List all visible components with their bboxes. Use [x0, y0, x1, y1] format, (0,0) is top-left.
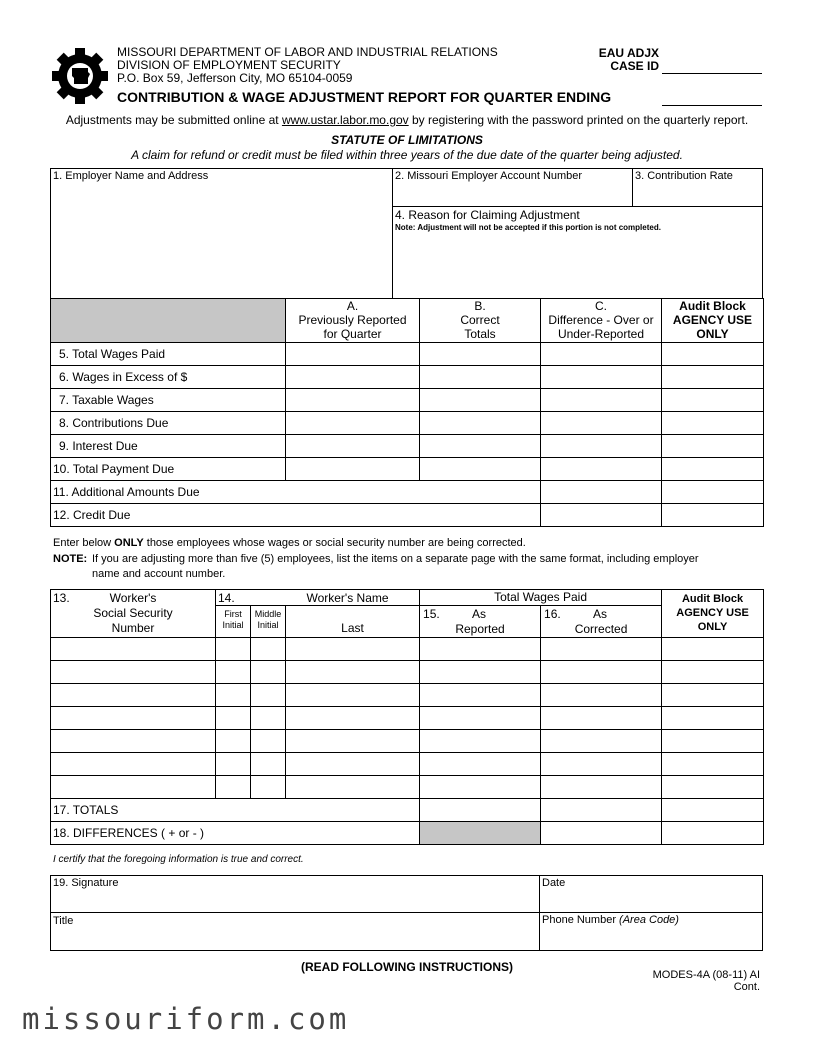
last-name-cell[interactable]: [286, 730, 420, 753]
division-name: DIVISION OF EMPLOYMENT SECURITY: [117, 58, 341, 72]
col-c-line1: Difference - Over or: [548, 313, 654, 327]
as-reported-line1: As: [472, 607, 487, 621]
title-label: Title: [53, 915, 74, 927]
as-reported-line2: Reported: [455, 622, 505, 636]
audit-cell: [662, 684, 764, 707]
row-label: 5. Total Wages Paid: [51, 343, 286, 366]
cell-input[interactable]: [286, 366, 420, 389]
signature-label: 19. Signature: [53, 877, 119, 889]
field-16-number: 16.: [544, 607, 561, 621]
phone-hint: (Area Code): [619, 914, 679, 926]
account-number-field[interactable]: [394, 183, 631, 205]
cell-input[interactable]: [286, 389, 420, 412]
col-c-letter: C.: [595, 299, 607, 313]
as-reported-cell[interactable]: [420, 753, 541, 776]
table-row: [51, 343, 764, 366]
ssn-cell[interactable]: [51, 707, 216, 730]
ssn-cell[interactable]: [51, 776, 216, 799]
as-corrected-line1: As: [593, 607, 608, 621]
as-corrected-header: [541, 606, 661, 637]
middle-initial-cell[interactable]: [251, 730, 286, 753]
as-reported-cell[interactable]: [420, 638, 541, 661]
first-initial-cell[interactable]: [216, 661, 251, 684]
date-label: Date: [542, 877, 566, 889]
row-label: 12. Credit Due: [51, 504, 541, 527]
field-13-number: 13.: [53, 591, 70, 605]
row-label: 6. Wages in Excess of $: [51, 366, 286, 389]
signature-field[interactable]: [51, 889, 538, 911]
last-name-cell[interactable]: [286, 638, 420, 661]
as-reported-header: [420, 606, 541, 637]
cell-input[interactable]: [541, 435, 662, 458]
audit-cell: [662, 638, 764, 661]
middle-initial-cell[interactable]: [251, 661, 286, 684]
intro-text-pre: Adjustments may be submitted online at: [65, 113, 282, 127]
phone-field[interactable]: [541, 927, 762, 950]
audit-cell: [662, 822, 764, 845]
audit-block-header: [662, 590, 764, 638]
as-corrected-cell[interactable]: [541, 776, 662, 799]
middle-initial-cell[interactable]: [251, 684, 286, 707]
table-row: [51, 730, 764, 753]
cell-input[interactable]: [541, 412, 662, 435]
case-id-label: CASE ID: [610, 59, 659, 73]
intro-text-post: by registering with the password printed on the quarterly report.: [408, 113, 749, 127]
cell-input[interactable]: [541, 389, 662, 412]
audit-line2: AGENCY USE: [676, 607, 749, 619]
col-b-letter: B.: [474, 299, 486, 313]
cell-input[interactable]: [420, 412, 541, 435]
table-row: [51, 753, 764, 776]
first-initial-cell[interactable]: [216, 730, 251, 753]
cell-input[interactable]: [541, 343, 662, 366]
cell-input[interactable]: [541, 481, 662, 504]
last-name-cell[interactable]: [286, 707, 420, 730]
row-label: 10. Total Payment Due: [51, 458, 286, 481]
divider: [392, 168, 393, 299]
worker-table: [50, 589, 764, 845]
cell-input[interactable]: [420, 389, 541, 412]
reason-label: 4. Reason for Claiming Adjustment: [395, 208, 580, 222]
totals-reported-cell[interactable]: [420, 799, 541, 822]
reason-note: Note: Adjustment will not be accepted if this portion is not completed.: [395, 223, 661, 232]
total-wages-title: Total Wages Paid: [420, 590, 661, 606]
totals-label: 17. TOTALS: [51, 799, 420, 822]
cell-input[interactable]: [286, 435, 420, 458]
cell-input[interactable]: [420, 343, 541, 366]
continued-label: Cont.: [733, 981, 760, 993]
eau-code: EAU ADJX: [598, 46, 659, 60]
as-corrected-cell[interactable]: [541, 661, 662, 684]
first-initial-cell[interactable]: [216, 684, 251, 707]
form-title: CONTRIBUTION & WAGE ADJUSTMENT REPORT FOR QUARTER ENDING: [117, 89, 612, 105]
certify-text: I certify that the foregoing information is true and correct.: [53, 854, 304, 865]
differences-label: 18. DIFFERENCES ( + or - ): [51, 822, 420, 845]
audit-cell: [662, 366, 764, 389]
statute-text: A claim for refund or credit must be filed within three years of the due date of the quarter being adjusted.: [131, 148, 683, 162]
ssn-cell[interactable]: [51, 661, 216, 684]
enter-only: ONLY: [114, 537, 144, 549]
middle-initial-cell[interactable]: [251, 638, 286, 661]
totals-corrected-cell[interactable]: [541, 799, 662, 822]
first-line2: Initial: [222, 620, 244, 630]
audit-cell: [662, 343, 764, 366]
as-corrected-cell[interactable]: [541, 730, 662, 753]
row-label: 8. Contributions Due: [51, 412, 286, 435]
last-name-cell[interactable]: [286, 684, 420, 707]
worker-name-header: [216, 590, 420, 638]
as-reported-cell[interactable]: [420, 661, 541, 684]
cell-input[interactable]: [286, 412, 420, 435]
as-corrected-line2: Corrected: [574, 622, 628, 636]
enter-instruction: [53, 537, 526, 549]
as-corrected-cell[interactable]: [541, 707, 662, 730]
quarter-ending-field[interactable]: [662, 105, 762, 106]
middle-initial-cell[interactable]: [251, 776, 286, 799]
cell-input[interactable]: [286, 458, 420, 481]
middle-line1: Middle: [254, 609, 282, 619]
middle-initial-cell[interactable]: [251, 753, 286, 776]
dept-address: P.O. Box 59, Jefferson City, MO 65104-0059: [117, 71, 353, 85]
contribution-rate-label: 3. Contribution Rate: [635, 170, 733, 182]
form-id: MODES-4A (08-11) AI: [652, 969, 760, 981]
audit-line3: ONLY: [697, 621, 728, 633]
as-reported-cell[interactable]: [420, 707, 541, 730]
ssn-cell[interactable]: [51, 753, 216, 776]
table-row: [51, 661, 764, 684]
audit-line1: Audit Block: [681, 593, 744, 605]
note-text-line1: If you are adjusting more than five (5) employees, list the items on a separate page with the same format, including employer: [92, 553, 699, 565]
row-label: 9. Interest Due: [51, 435, 286, 458]
ustar-link[interactable]: www.ustar.labor.mo.gov: [281, 113, 409, 127]
audit-line2: AGENCY USE: [672, 313, 753, 327]
field-14-number: 14.: [218, 591, 235, 605]
table-row: [51, 707, 764, 730]
table-row: [51, 435, 764, 458]
divider: [392, 206, 763, 207]
audit-cell: [662, 730, 764, 753]
audit-cell: [662, 753, 764, 776]
ssn-cell[interactable]: [51, 684, 216, 707]
middle-initial-header: [251, 606, 286, 637]
audit-cell: [662, 504, 764, 527]
phone-label: [542, 914, 679, 926]
shaded-cell: [420, 822, 541, 845]
reason-field[interactable]: [394, 235, 762, 297]
audit-block-header: [662, 299, 764, 343]
divider: [539, 875, 540, 951]
last-name-cell[interactable]: [286, 661, 420, 684]
table-row: [51, 481, 764, 504]
statute-title: STATUTE OF LIMITATIONS: [331, 133, 483, 147]
audit-line1: Audit Block: [679, 299, 746, 313]
table-row: [51, 366, 764, 389]
col-a-letter: A.: [346, 299, 359, 313]
ssn-header-line2: Social Security: [93, 606, 173, 620]
divider: [632, 168, 633, 206]
as-corrected-cell[interactable]: [541, 684, 662, 707]
as-reported-cell[interactable]: [420, 684, 541, 707]
col-c-header: [541, 299, 662, 343]
table-row: [51, 389, 764, 412]
audit-cell: [662, 776, 764, 799]
employer-name-label: 1. Employer Name and Address: [53, 170, 209, 182]
contribution-rate-field[interactable]: [634, 183, 762, 205]
note-text-line2: name and account number.: [92, 568, 226, 580]
col-b-line1: Correct: [460, 313, 500, 327]
audit-cell: [662, 707, 764, 730]
intro-line: [0, 113, 814, 127]
col-a-line2: for Quarter: [323, 327, 382, 341]
col-c-line2: Under-Reported: [557, 327, 645, 341]
ssn-cell[interactable]: [51, 638, 216, 661]
as-reported-cell[interactable]: [420, 776, 541, 799]
col-a-header: [286, 299, 420, 343]
table-row: [51, 822, 764, 845]
audit-line3: ONLY: [696, 327, 729, 341]
audit-cell: [662, 481, 764, 504]
audit-cell: [662, 435, 764, 458]
ssn-header-line1: Worker's: [109, 591, 157, 605]
enter-post: those employees whose wages or social security number are being corrected.: [143, 537, 526, 549]
first-initial-cell[interactable]: [216, 776, 251, 799]
table-row: [51, 684, 764, 707]
total-wages-header: [420, 590, 662, 638]
date-field[interactable]: [541, 889, 762, 911]
worker-name-title: Worker's Name: [306, 591, 389, 605]
audit-cell: [662, 412, 764, 435]
read-instructions: (READ FOLLOWING INSTRUCTIONS): [301, 960, 513, 974]
last-name-header: Last: [341, 621, 364, 635]
middle-initial-cell[interactable]: [251, 707, 286, 730]
ssn-header: [51, 590, 216, 638]
dept-name: MISSOURI DEPARTMENT OF LABOR AND INDUSTRIAL RELATIONS: [117, 45, 498, 59]
enter-pre: Enter below: [53, 537, 115, 549]
as-corrected-cell[interactable]: [541, 753, 662, 776]
title-field[interactable]: [51, 927, 538, 950]
last-name-cell[interactable]: [286, 753, 420, 776]
cell-input[interactable]: [420, 435, 541, 458]
first-initial-header: [216, 606, 251, 637]
audit-cell: [662, 389, 764, 412]
row-label: 11. Additional Amounts Due: [51, 481, 541, 504]
cell-input[interactable]: [541, 458, 662, 481]
table-row: [51, 458, 764, 481]
employer-name-field[interactable]: [51, 183, 391, 297]
col-b-line2: Totals: [464, 327, 496, 341]
table-row: [51, 799, 764, 822]
table-row: [51, 776, 764, 799]
col-b-header: [420, 299, 541, 343]
cell-input[interactable]: [541, 504, 662, 527]
first-initial-cell[interactable]: [216, 707, 251, 730]
divider: [50, 912, 763, 913]
row-label: 7. Taxable Wages: [51, 389, 286, 412]
middle-line2: Initial: [257, 620, 279, 630]
account-number-label: 2. Missouri Employer Account Number: [395, 170, 583, 182]
audit-cell: [662, 458, 764, 481]
first-initial-cell[interactable]: [216, 753, 251, 776]
last-name-cell[interactable]: [286, 776, 420, 799]
differences-cell[interactable]: [541, 822, 662, 845]
cell-input[interactable]: [286, 343, 420, 366]
case-id-field[interactable]: [662, 73, 762, 74]
phone-label-text: Phone Number: [542, 914, 620, 926]
ssn-header-line3: Number: [111, 621, 155, 635]
header-shade: [51, 299, 286, 343]
col-a-line1: Previously Reported: [298, 313, 407, 327]
as-reported-cell[interactable]: [420, 730, 541, 753]
field-15-number: 15.: [423, 607, 440, 621]
audit-cell: [662, 661, 764, 684]
audit-cell: [662, 799, 764, 822]
gear-logo-icon: [50, 46, 110, 106]
as-corrected-cell[interactable]: [541, 638, 662, 661]
watermark: missouriform.com: [22, 1002, 350, 1036]
cell-input[interactable]: [420, 458, 541, 481]
cell-input[interactable]: [420, 366, 541, 389]
wage-adjustment-table: [50, 298, 764, 527]
table-row: [51, 412, 764, 435]
note-label: NOTE:: [53, 553, 88, 565]
first-initial-cell[interactable]: [216, 638, 251, 661]
first-line1: First: [224, 609, 242, 619]
ssn-cell[interactable]: [51, 730, 216, 753]
cell-input[interactable]: [541, 366, 662, 389]
table-row: [51, 638, 764, 661]
table-row: [51, 504, 764, 527]
